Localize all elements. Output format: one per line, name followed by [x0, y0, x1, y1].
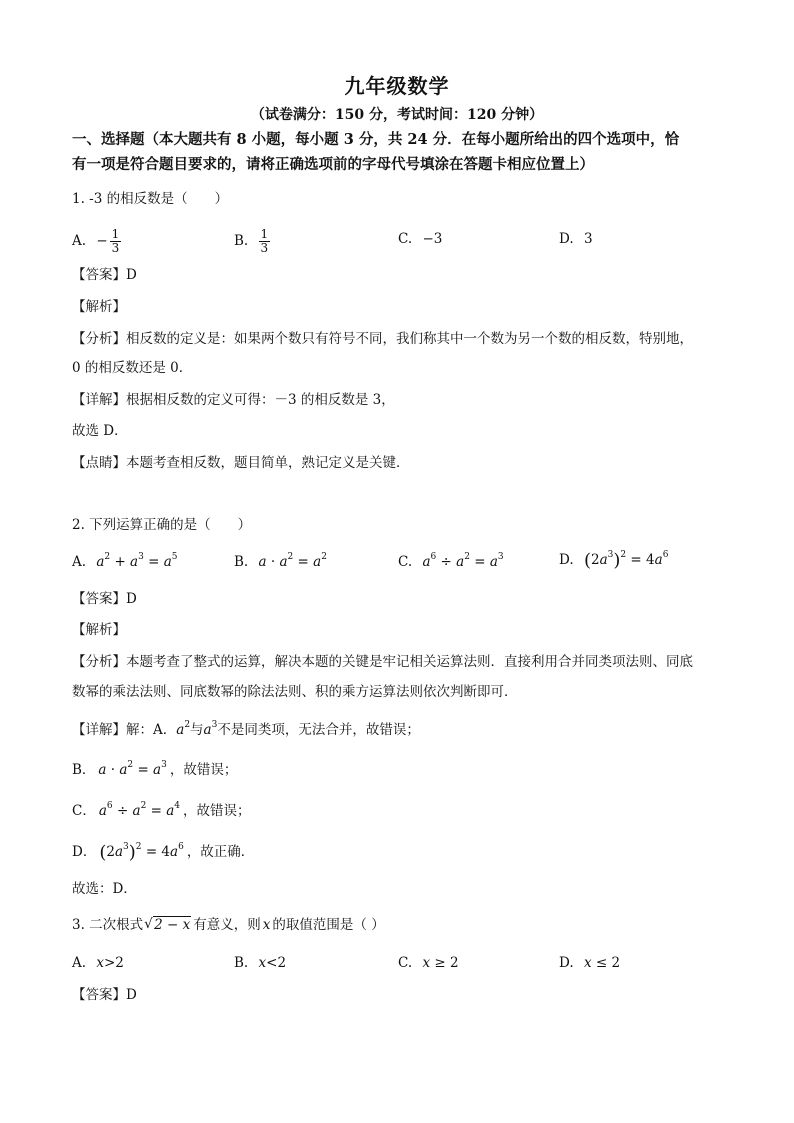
q2-detail-d-prefix: D． — [72, 844, 97, 860]
q1-option-b-label: B. — [234, 233, 249, 249]
q1-analysis-line2: 0 的相反数还是 0． — [72, 360, 193, 376]
q3-answer: 【答案】D — [72, 987, 137, 1003]
q3-stem-prefix: 3. 二次根式 — [72, 917, 144, 933]
q2-detail-a-expr1: $a^2$ — [176, 720, 191, 738]
q2-answer: 【答案】D — [72, 591, 137, 607]
q1-option-a-denominator: 3 — [111, 241, 120, 255]
q2-option-d-label: D. — [559, 552, 574, 568]
q1-option-b-numerator: 1 — [260, 227, 269, 241]
q1-option-d-value: 3 — [583, 231, 593, 247]
section-heading-line2: 有一项是符合题目要求的，请将正确选项前的字母代号填涂在答题卡相应位置上） — [72, 156, 594, 173]
q3-stem-mid: 有意义，则 — [193, 917, 261, 933]
q1-option-b-denominator: 3 — [260, 241, 269, 255]
q1-option-a-numerator: 1 — [111, 227, 120, 241]
q2-detail-a — [72, 720, 420, 740]
q1-comment: 【点睛】本题考查相反数，题目简单，熟记定义是关键． — [72, 455, 410, 471]
q3-option-b — [234, 953, 286, 973]
q2-option-a — [72, 552, 178, 572]
q2-detail-a-expr2: $a^3$ — [203, 720, 218, 738]
q2-detail-a-suffix: 不是同类项，无法合并，故错误； — [217, 722, 420, 738]
q2-analysis-line1: 【分析】本题考查了整式的运算，解决本题的关键是牢记相关运算法则．直接利用合并同类项法则、同底 — [72, 654, 693, 670]
q2-detail-a-mid: 与 — [190, 722, 204, 738]
q1-option-b — [234, 228, 270, 255]
q1-option-d-label: D. — [559, 231, 574, 247]
q2-stem: 2. 下列运算正确的是（ ） — [72, 517, 252, 533]
q2-option-b — [234, 552, 327, 572]
q1-option-a-fraction — [110, 228, 122, 255]
q3-option-d-expr: x ≤ 2 — [583, 955, 621, 971]
q2-option-b-label: B. — [234, 554, 249, 570]
q1-detail-line1: 【详解】根据相反数的定义可得：－3 的相反数是 3， — [72, 392, 395, 408]
q2-detail-c-prefix: C． — [72, 803, 96, 819]
q3-option-c — [398, 953, 459, 973]
q2-detail-d — [72, 842, 254, 863]
page-title: 九年级数学 — [344, 74, 450, 98]
q2-option-d — [559, 550, 668, 571]
q3-option-a-label: A. — [72, 955, 87, 971]
q1-analysis-line1: 【分析】相反数的定义是：如果两个数只有符号不同，我们称其中一个数为另一个数的相反数，特别地， — [72, 331, 693, 347]
q2-detail-b — [72, 760, 237, 780]
q1-option-a-label: A. — [72, 233, 87, 249]
q2-option-c-label: C. — [398, 554, 413, 570]
q3-option-a-expr: x>2 — [96, 955, 124, 971]
q2-option-c — [398, 552, 504, 572]
q2-detail-d-suffix: ，故正确． — [186, 844, 255, 860]
q1-option-a-neg: − — [96, 233, 108, 249]
q1-option-c — [398, 229, 442, 249]
q3-option-c-label: C. — [398, 955, 413, 971]
q3-option-a — [72, 953, 124, 973]
q3-option-d-label: D. — [559, 955, 574, 971]
q2-option-b-expr: $a \cdot a^2 = a^2$ — [258, 552, 327, 570]
q2-detail-c-expr: $a^6 \div a^2 = a^4$ — [98, 801, 181, 819]
q2-option-a-expr: $a^2 + a^3 = a^5$ — [96, 552, 178, 570]
q1-option-d — [559, 229, 593, 249]
q1-option-c-value: −3 — [422, 231, 443, 247]
q2-detail-d-expr: $(2a^3)^2 = 4a^6$ — [99, 842, 184, 863]
q1-answer: 【答案】D — [72, 267, 137, 283]
q2-option-a-label: A. — [72, 554, 87, 570]
q3-option-b-expr: x<2 — [258, 955, 287, 971]
q1-detail-line2: 故选 D． — [72, 423, 128, 439]
q1-option-a — [72, 228, 121, 255]
exam-info: （试卷满分：150 分，考试时间：120 分钟） — [250, 107, 544, 123]
q3-option-d — [559, 953, 620, 973]
q3-stem-suffix: 的取值范围是（ ） — [272, 917, 385, 933]
q3-stem — [72, 915, 385, 935]
q2-detail-a-prefix: 【详解】解：A． — [72, 722, 177, 738]
q2-detail-b-suffix: ，故错误； — [169, 762, 238, 778]
q2-option-c-expr: $a^6 \div a^2 = a^3$ — [422, 552, 504, 570]
q1-option-c-label: C. — [398, 231, 413, 247]
q3-option-b-label: B. — [234, 955, 249, 971]
q3-stem-var: x — [262, 917, 271, 933]
q1-option-b-fraction — [259, 228, 271, 255]
q3-radical — [145, 915, 191, 935]
q1-analysis-tag: 【解析】 — [72, 299, 126, 315]
q1-stem: 1. -3 的相反数是（ ） — [72, 191, 229, 207]
q2-analysis-line2: 数幂的乘法法则、同底数幂的除法法则、积的乘方运算法则依次判断即可． — [72, 684, 518, 700]
q2-option-d-expr: $(2a^3)^2 = 4a^6$ — [583, 550, 669, 571]
q2-analysis-tag: 【解析】 — [72, 622, 126, 638]
section-heading-line1: 一、选择题（本大题共有 8 小题，每小题 3 分，共 24 分．在每小题所给出的四个选项中，恰 — [72, 131, 680, 148]
q2-detail-c — [72, 801, 251, 821]
q2-detail-b-expr: $a \cdot a^2 = a^3$ — [98, 760, 167, 778]
q2-detail-b-prefix: B． — [72, 762, 96, 778]
q2-conclusion: 故选：D． — [72, 881, 137, 897]
q3-option-c-expr: x ≥ 2 — [422, 955, 459, 971]
q3-radicand: 2 − x — [154, 917, 191, 933]
q2-detail-c-suffix: ，故错误； — [183, 803, 251, 819]
